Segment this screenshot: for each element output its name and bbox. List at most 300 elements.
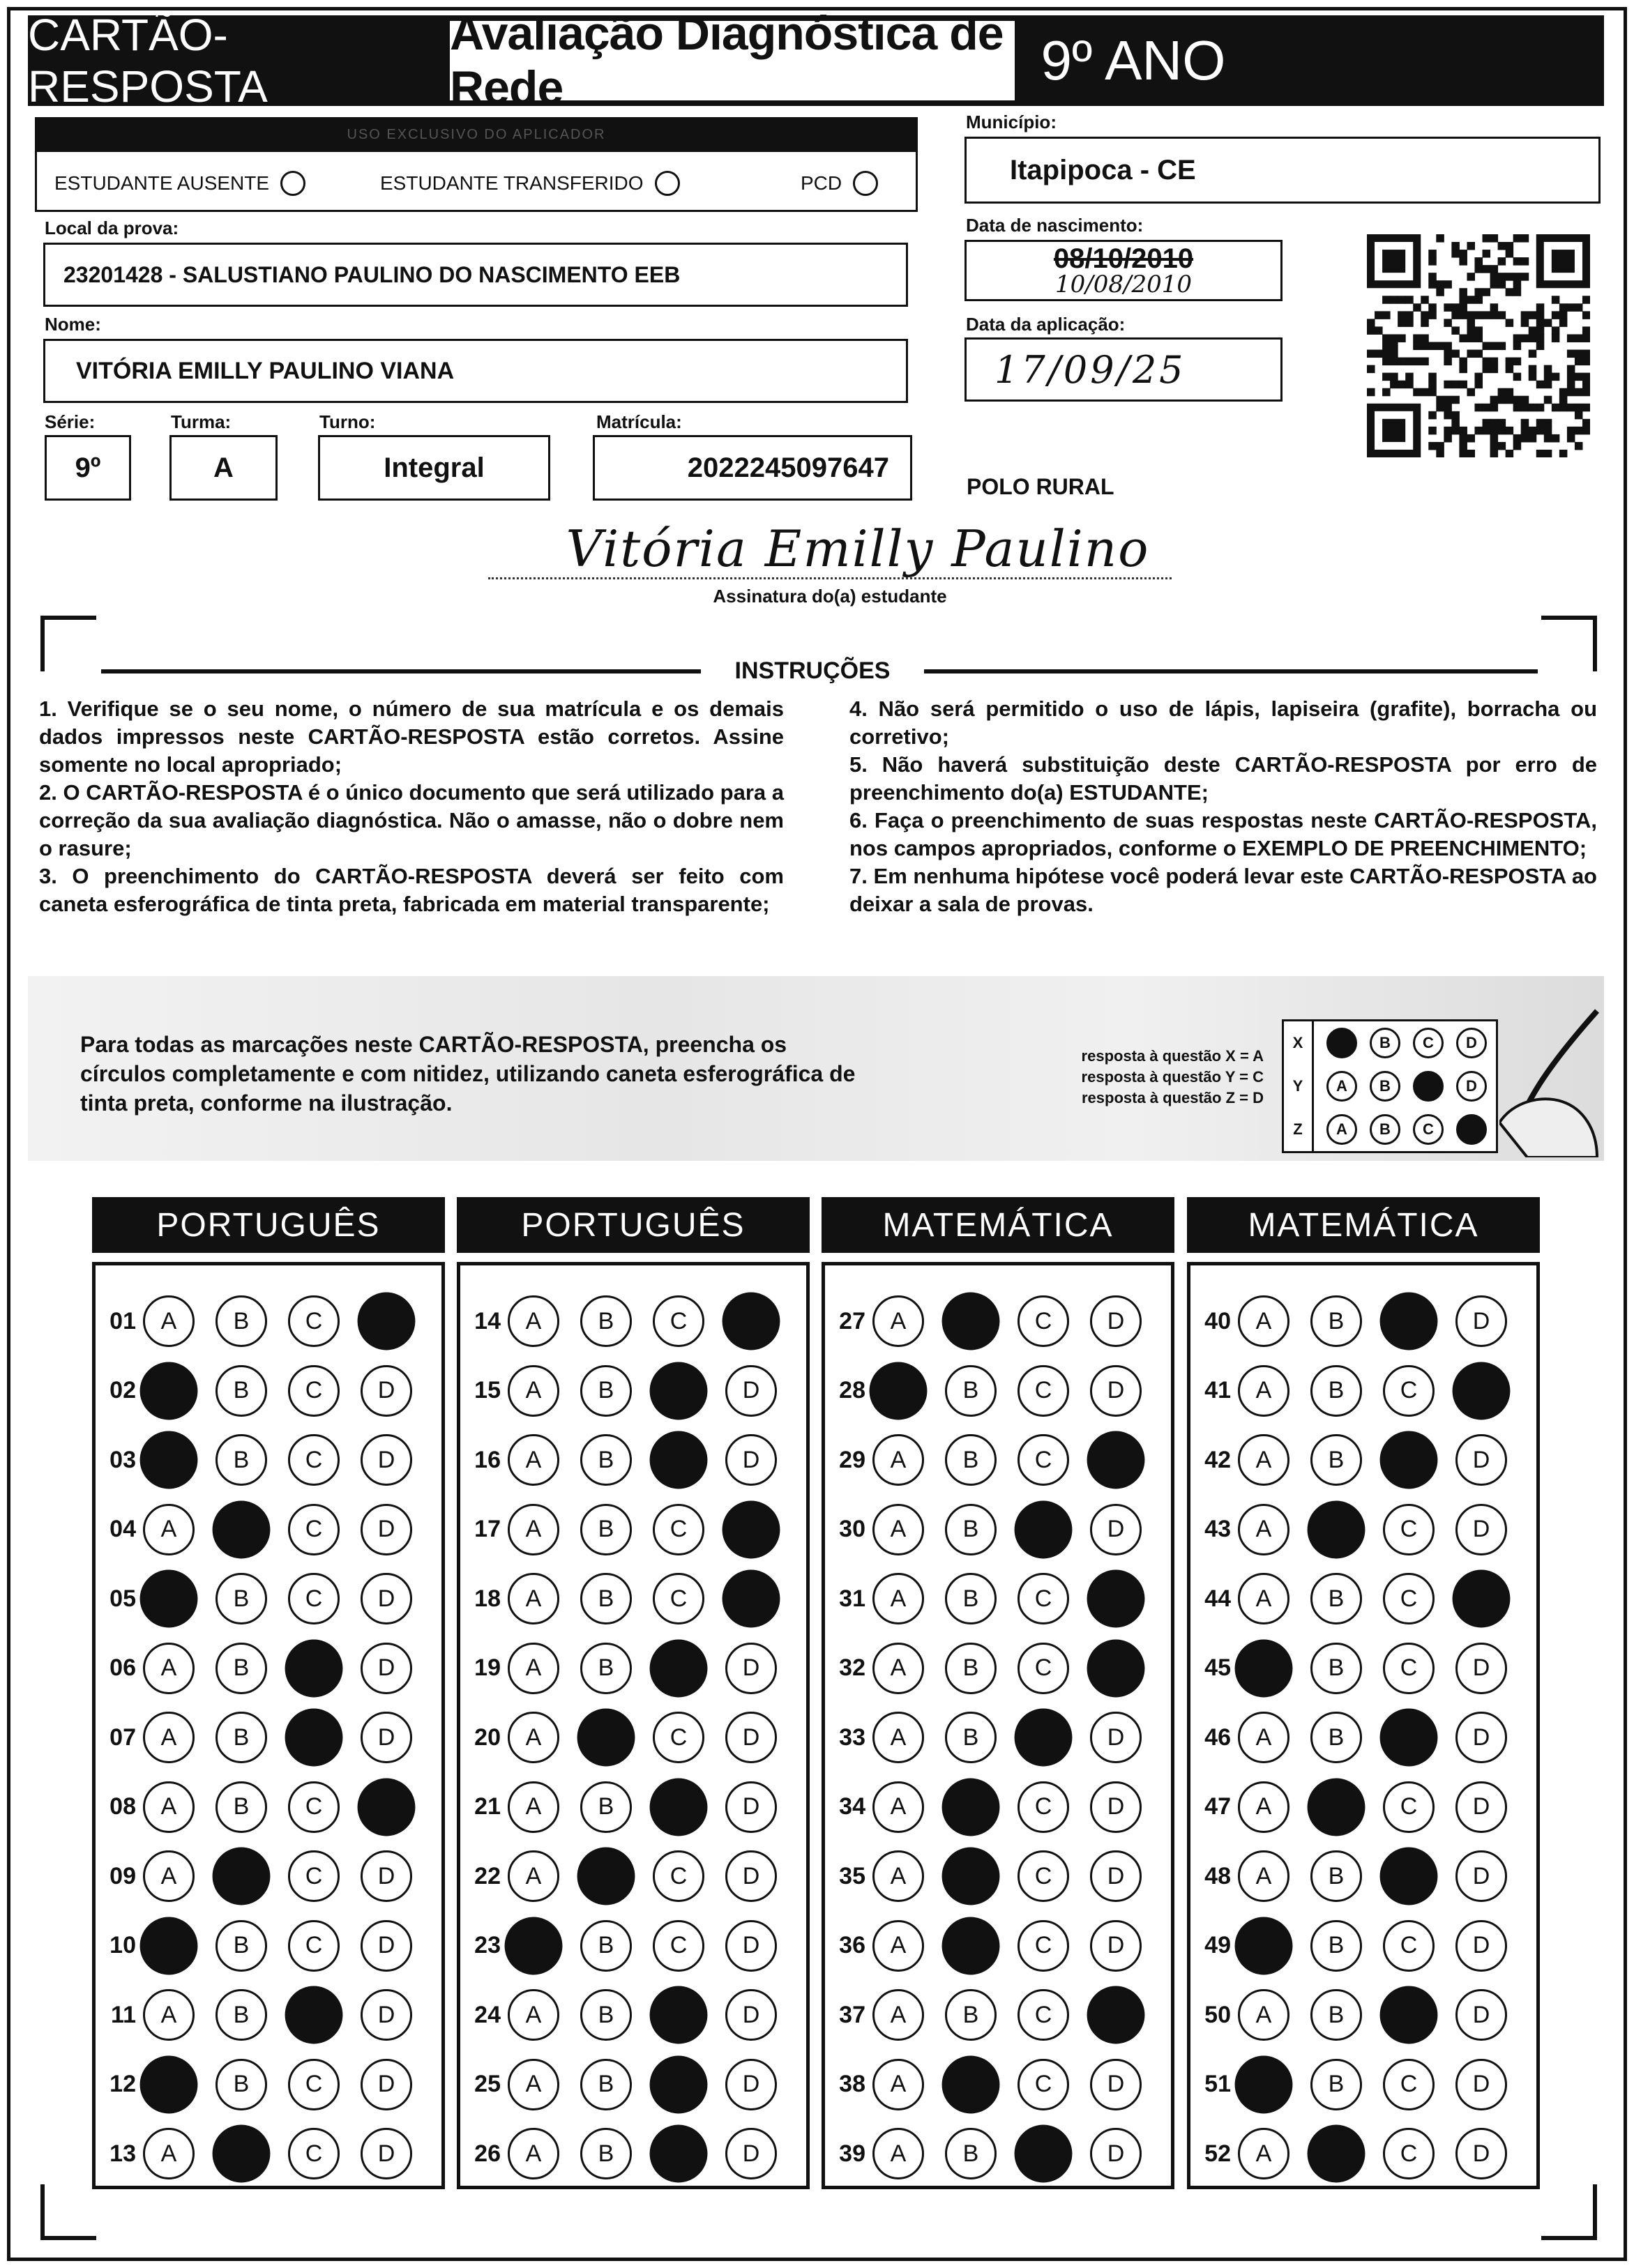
answer-bubble-d[interactable]: D (1455, 1850, 1507, 1902)
answer-bubble-filled[interactable] (650, 1986, 708, 2044)
answer-bubble-b[interactable]: B (580, 1434, 632, 1486)
answer-bubble-a[interactable]: A (143, 1643, 195, 1694)
nome-label: Nome: (45, 314, 101, 335)
question-number: 40 (1204, 1307, 1231, 1334)
answer-bubble-d[interactable]: D (361, 1365, 412, 1417)
answer-bubble-d[interactable]: D (361, 1573, 412, 1624)
answer-bubble-a[interactable]: A (508, 1989, 559, 2041)
question-number: 45 (1204, 1654, 1231, 1681)
question-row (460, 1710, 806, 1765)
question-row (96, 2126, 441, 2182)
answer-bubble-d[interactable]: D (1455, 1295, 1507, 1347)
answer-bubble-c[interactable]: C (288, 2059, 340, 2110)
turno-label: Turno: (319, 411, 376, 432)
question-row (460, 2126, 806, 2182)
answer-bubble-d[interactable]: D (1090, 1295, 1142, 1347)
answer-bubble-c[interactable]: C (288, 1504, 340, 1555)
answer-bubble-c[interactable]: C (1383, 1573, 1435, 1624)
example-row-label: X (1284, 1021, 1314, 1065)
answer-bubble-d[interactable]: D (1455, 2128, 1507, 2179)
answer-bubble-filled[interactable] (650, 2055, 708, 2113)
answer-bubble-a[interactable]: A (872, 1504, 924, 1555)
transferred-bubble[interactable] (655, 171, 680, 196)
answer-bubble-filled[interactable] (723, 1500, 780, 1558)
pcd-bubble[interactable] (853, 171, 878, 196)
answer-bubble-b[interactable]: B (1310, 1850, 1362, 1902)
answer-bubble-filled[interactable] (140, 1431, 198, 1489)
question-number: 29 (839, 1446, 865, 1473)
answer-bubble-a[interactable]: A (872, 1712, 924, 1763)
answer-bubble-c[interactable]: C (288, 1295, 340, 1347)
answer-bubble-b[interactable]: B (1310, 1712, 1362, 1763)
answer-bubble-d[interactable]: D (1455, 1920, 1507, 1972)
answer-bubble-filled[interactable] (650, 1778, 708, 1836)
answer-bubble-a[interactable]: A (872, 1920, 924, 1972)
answer-bubble-filled[interactable] (1235, 1639, 1293, 1697)
question-number: 49 (1204, 1932, 1231, 1958)
answer-bubble-filled[interactable] (140, 1362, 198, 1420)
question-row (825, 1432, 1171, 1488)
answer-bubble-filled[interactable] (1380, 1293, 1438, 1350)
example-row-label: Y (1284, 1065, 1314, 1108)
column-header-1: PORTUGUÊS (92, 1197, 445, 1253)
answer-bubble-a[interactable]: A (508, 1504, 559, 1555)
answer-bubble-c[interactable]: C (288, 1434, 340, 1486)
answer-bubble-d[interactable]: D (1455, 1712, 1507, 1763)
instructions-title: INSTRUÇÕES (734, 657, 891, 684)
answer-bubble-d[interactable]: D (361, 1434, 412, 1486)
answer-bubble-a[interactable]: A (143, 1850, 195, 1902)
answer-bubble-d[interactable]: D (1090, 1712, 1142, 1763)
answer-bubble-a[interactable]: A (872, 1850, 924, 1902)
question-number: 08 (109, 1793, 136, 1820)
nascimento-value: 08/10/2010 (1053, 243, 1194, 274)
answer-bubble-filled[interactable] (650, 1362, 708, 1420)
answer-bubble-c[interactable]: C (653, 1504, 704, 1555)
answer-bubble-b[interactable]: B (1310, 1573, 1362, 1624)
answer-bubble-d[interactable]: D (1455, 1643, 1507, 1694)
answer-bubble-filled[interactable] (213, 1848, 271, 1905)
answer-bubble-a[interactable]: A (143, 2128, 195, 2179)
answer-bubble-c[interactable]: C (1018, 1365, 1069, 1417)
transferred-option[interactable] (380, 167, 680, 199)
answer-bubble-d[interactable]: D (1455, 2059, 1507, 2110)
question-number: 37 (839, 2001, 865, 2028)
question-number: 38 (839, 2071, 865, 2097)
question-row (1190, 1502, 1536, 1558)
answer-bubble-d[interactable]: D (1455, 1504, 1507, 1555)
answer-bubble-d[interactable]: D (725, 1643, 777, 1694)
answer-bubble-b[interactable]: B (945, 2128, 997, 2179)
answer-bubble-c[interactable]: C (1018, 2059, 1069, 2110)
answer-bubble-a[interactable]: A (872, 1295, 924, 1347)
answer-bubble-filled[interactable] (1087, 1639, 1145, 1697)
answer-bubble-filled[interactable] (285, 1709, 343, 1767)
answer-bubble-a[interactable]: A (143, 1781, 195, 1833)
question-number: 02 (109, 1377, 136, 1403)
answer-bubble-b[interactable]: B (580, 1643, 632, 1694)
answer-bubble-a[interactable]: A (508, 1712, 559, 1763)
answer-bubble-b[interactable]: B (215, 1573, 267, 1624)
nascimento-label: Data de nascimento: (966, 215, 1144, 236)
question-row (460, 1641, 806, 1696)
answer-bubble-filled[interactable] (1015, 2125, 1073, 2183)
answer-bubble-a[interactable]: A (143, 1989, 195, 2041)
answer-bubble-c[interactable]: C (1383, 1781, 1435, 1833)
question-row (1190, 1571, 1536, 1627)
answer-bubble-a[interactable]: A (508, 1434, 559, 1486)
answer-bubble-filled[interactable] (1308, 1778, 1366, 1836)
answer-bubble-filled[interactable] (942, 2055, 1000, 2113)
answer-bubble-a[interactable]: A (508, 1781, 559, 1833)
example-bubble: B (1370, 1028, 1400, 1058)
answer-bubble-filled[interactable] (942, 1293, 1000, 1350)
example-row (1284, 1108, 1487, 1151)
answer-bubble-d[interactable]: D (361, 1920, 412, 1972)
answer-bubble-filled[interactable] (723, 1570, 780, 1628)
answer-bubble-c[interactable]: C (1018, 1920, 1069, 1972)
answer-bubble-a[interactable]: A (1238, 1573, 1289, 1624)
answer-bubble-b[interactable]: B (1310, 1434, 1362, 1486)
answer-bubble-a[interactable]: A (1238, 1850, 1289, 1902)
answer-bubble-c[interactable]: C (1383, 2128, 1435, 2179)
answer-bubble-a[interactable]: A (508, 1295, 559, 1347)
answer-bubble-a[interactable]: A (872, 2128, 924, 2179)
answer-bubble-filled[interactable] (358, 1293, 416, 1350)
answer-bubble-b[interactable]: B (945, 1712, 997, 1763)
answer-bubble-filled[interactable] (140, 1917, 198, 1974)
answer-bubble-filled[interactable] (1453, 1570, 1511, 1628)
answer-bubble-b[interactable]: B (580, 2128, 632, 2179)
answer-bubble-c[interactable]: C (288, 1920, 340, 1972)
answer-bubble-a[interactable]: A (143, 1504, 195, 1555)
answer-bubble-d[interactable]: D (725, 2128, 777, 2179)
answer-bubble-a[interactable]: A (1238, 1365, 1289, 1417)
question-number: 19 (474, 1654, 501, 1681)
question-number: 46 (1204, 1723, 1231, 1751)
question-number: 04 (109, 1516, 136, 1542)
answer-bubble-b[interactable]: B (1310, 1989, 1362, 2041)
question-row (460, 1571, 806, 1627)
answer-bubble-b[interactable]: B (580, 1781, 632, 1833)
answer-bubble-c[interactable]: C (288, 1781, 340, 1833)
answer-bubble-filled[interactable] (1235, 2055, 1293, 2113)
answer-bubble-c[interactable]: C (1018, 1643, 1069, 1694)
question-number: 27 (839, 1307, 865, 1334)
question-number: 16 (474, 1446, 501, 1473)
matricula-label: Matrícula: (596, 411, 682, 432)
answer-bubble-d[interactable]: D (361, 1643, 412, 1694)
answer-bubble-d[interactable]: D (725, 1850, 777, 1902)
answer-bubble-b[interactable]: B (580, 1920, 632, 1972)
question-number: 52 (1204, 2140, 1231, 2167)
answer-bubble-filled[interactable] (870, 1362, 928, 1420)
answer-bubble-b[interactable]: B (945, 1434, 997, 1486)
answer-bubble-b[interactable]: B (580, 1365, 632, 1417)
answer-bubble-filled[interactable] (577, 1848, 635, 1905)
answer-bubble-b[interactable]: B (580, 2059, 632, 2110)
answer-bubble-c[interactable]: C (1018, 1850, 1069, 1902)
question-number: 15 (474, 1377, 501, 1403)
answer-bubble-a[interactable]: A (508, 1850, 559, 1902)
question-number: 25 (474, 2071, 501, 2097)
answer-bubble-filled[interactable] (1087, 1570, 1145, 1628)
answer-bubble-b[interactable]: B (215, 2059, 267, 2110)
answer-bubble-filled[interactable] (650, 1639, 708, 1697)
answer-bubble-d[interactable]: D (1090, 2059, 1142, 2110)
answer-bubble-c[interactable]: C (1018, 1573, 1069, 1624)
answer-bubble-c[interactable]: C (653, 1295, 704, 1347)
answer-bubble-d[interactable]: D (1090, 1365, 1142, 1417)
question-row (825, 1363, 1171, 1419)
question-row (825, 1502, 1171, 1558)
answer-bubble-a[interactable]: A (1238, 2128, 1289, 2179)
answer-bubble-d[interactable]: D (1090, 1920, 1142, 1972)
answer-bubble-filled[interactable] (140, 2055, 198, 2113)
answer-bubble-b[interactable]: B (215, 1643, 267, 1694)
answer-bubble-d[interactable]: D (361, 1712, 412, 1763)
answer-bubble-filled[interactable] (1087, 1986, 1145, 2044)
answer-bubble-c[interactable]: C (653, 1573, 704, 1624)
question-number: 17 (474, 1516, 501, 1542)
instr-rule-right (924, 669, 1538, 673)
answer-bubble-a[interactable]: A (1238, 1989, 1289, 2041)
answer-bubble-b[interactable]: B (945, 1365, 997, 1417)
answer-bubble-c[interactable]: C (1383, 2059, 1435, 2110)
answer-bubble-d[interactable]: D (1455, 1434, 1507, 1486)
answer-bubble-a[interactable]: A (1238, 1295, 1289, 1347)
matricula-box (593, 435, 912, 501)
answer-bubble-c[interactable]: C (1018, 1989, 1069, 2041)
question-row (1190, 2126, 1536, 2182)
answer-bubble-a[interactable]: A (1238, 1504, 1289, 1555)
question-row (96, 1293, 441, 1349)
answer-bubble-filled[interactable] (942, 1917, 1000, 1974)
answer-bubble-filled[interactable] (285, 1986, 343, 2044)
answer-bubble-c[interactable]: C (1383, 1365, 1435, 1417)
answer-bubble-filled[interactable] (1235, 1917, 1293, 1974)
answer-bubble-filled[interactable] (1380, 1431, 1438, 1489)
question-row (1190, 1779, 1536, 1835)
answer-bubble-b[interactable]: B (580, 1295, 632, 1347)
question-row (825, 1779, 1171, 1835)
answer-bubble-b[interactable]: B (215, 1781, 267, 1833)
local-box (43, 243, 908, 307)
question-number: 10 (109, 1932, 136, 1958)
answer-bubble-c[interactable]: C (1383, 1643, 1435, 1694)
instr-rule-left (101, 669, 701, 673)
example-row-label: Z (1284, 1108, 1314, 1151)
example-bubble: D (1456, 1071, 1487, 1102)
answer-bubble-c[interactable]: C (1383, 1920, 1435, 1972)
answer-bubble-filled[interactable] (505, 1917, 563, 1974)
signature-line (488, 577, 1172, 579)
answer-bubble-filled[interactable] (1380, 1709, 1438, 1767)
question-number: 35 (839, 1862, 865, 1889)
question-row (825, 1987, 1171, 2043)
answer-bubble-a[interactable]: A (508, 1573, 559, 1624)
answer-bubble-d[interactable]: D (361, 2059, 412, 2110)
answer-bubble-a[interactable]: A (1238, 1781, 1289, 1833)
question-number: 13 (109, 2140, 136, 2167)
answer-bubble-d[interactable]: D (361, 1850, 412, 1902)
example-legend (935, 1046, 1264, 1109)
answer-bubble-c[interactable]: C (653, 1920, 704, 1972)
answer-bubble-a[interactable]: A (872, 1434, 924, 1486)
answer-bubble-a[interactable]: A (872, 1781, 924, 1833)
answer-bubble-filled[interactable] (723, 1293, 780, 1350)
answer-bubble-filled[interactable] (1015, 1500, 1073, 1558)
example-bubble: C (1413, 1028, 1444, 1058)
answer-bubble-d[interactable]: D (725, 1781, 777, 1833)
answer-bubble-filled[interactable] (1453, 1362, 1511, 1420)
answer-bubble-b[interactable]: B (580, 1504, 632, 1555)
question-number: 42 (1204, 1446, 1231, 1473)
question-number: 24 (474, 2001, 501, 2028)
qr-code-graphic (1367, 234, 1590, 457)
answer-bubble-a[interactable]: A (1238, 1434, 1289, 1486)
answer-bubble-c[interactable]: C (653, 1850, 704, 1902)
column-header-2: PORTUGUÊS (457, 1197, 810, 1253)
answer-bubble-b[interactable]: B (580, 1573, 632, 1624)
answer-bubble-b[interactable]: B (1310, 1920, 1362, 1972)
answer-bubble-d[interactable]: D (725, 1920, 777, 1972)
answer-bubble-b[interactable]: B (215, 1365, 267, 1417)
question-number: 47 (1204, 1793, 1231, 1820)
answer-bubble-a[interactable]: A (872, 1989, 924, 2041)
question-row (825, 1571, 1171, 1627)
answer-bubble-a[interactable]: A (143, 1295, 195, 1347)
answer-bubble-d[interactable]: D (725, 1989, 777, 2041)
answer-bubble-d[interactable]: D (1090, 2128, 1142, 2179)
answer-bubble-a[interactable]: A (1238, 1712, 1289, 1763)
matricula-value: 2022245097647 (687, 452, 889, 483)
answer-bubble-c[interactable]: C (288, 1573, 340, 1624)
answer-bubble-d[interactable]: D (725, 1365, 777, 1417)
answer-bubble-a[interactable]: A (508, 2128, 559, 2179)
answer-bubble-b[interactable]: B (215, 1295, 267, 1347)
answer-bubble-filled[interactable] (1087, 1431, 1145, 1489)
answer-bubble-b[interactable]: B (215, 1712, 267, 1763)
answer-bubble-d[interactable]: D (1455, 1781, 1507, 1833)
answer-bubble-b[interactable]: B (945, 1989, 997, 2041)
answer-bubble-a[interactable]: A (872, 1573, 924, 1624)
column-box-1 (92, 1262, 445, 2189)
turno-value: Integral (384, 452, 485, 483)
answer-bubble-filled[interactable] (942, 1778, 1000, 1836)
corner-bottom-right (1541, 2184, 1597, 2240)
serie-box (45, 435, 131, 501)
instruction-7: 7. Em nenhuma hipótese você poderá levar este CARTÃO-RESPOSTA ao deixar a sala de provas. (849, 864, 1597, 916)
answer-bubble-filled[interactable] (1380, 1848, 1438, 1905)
answer-bubble-c[interactable]: C (1383, 1504, 1435, 1555)
answer-bubble-b[interactable]: B (1310, 1643, 1362, 1694)
answer-bubble-d[interactable]: D (1455, 1989, 1507, 2041)
turno-box (318, 435, 550, 501)
answer-bubble-c[interactable]: C (1018, 1781, 1069, 1833)
answer-bubble-filled[interactable] (1308, 2125, 1366, 2183)
answer-bubble-b[interactable]: B (215, 1989, 267, 2041)
answer-bubble-filled[interactable] (650, 2125, 708, 2183)
absent-bubble[interactable] (280, 171, 305, 196)
answer-bubble-a[interactable]: A (508, 1643, 559, 1694)
answer-bubble-filled[interactable] (650, 1431, 708, 1489)
question-number: 07 (109, 1723, 136, 1751)
answer-bubble-c[interactable]: C (288, 1850, 340, 1902)
answer-bubble-b[interactable]: B (215, 1434, 267, 1486)
example-text: Para todas as marcações neste CARTÃO-RESPOSTA, preencha os círculos completamente e com nitidez, utilizando caneta esferográfica de tinta preta, conforme na ilustração. (80, 1032, 856, 1116)
answer-bubble-filled[interactable] (213, 1500, 271, 1558)
municipio-box (964, 137, 1601, 204)
question-number: 41 (1204, 1377, 1231, 1403)
question-row (96, 1641, 441, 1696)
answer-bubble-filled[interactable] (358, 1778, 416, 1836)
answer-bubble-b[interactable]: B (1310, 2059, 1362, 2110)
answer-bubble-a[interactable]: A (143, 1712, 195, 1763)
answer-bubble-b[interactable]: B (945, 1504, 997, 1555)
answer-bubble-b[interactable]: B (945, 1643, 997, 1694)
answer-bubble-c[interactable]: C (288, 1365, 340, 1417)
answer-bubble-a[interactable]: A (872, 1643, 924, 1694)
answer-bubble-a[interactable]: A (508, 2059, 559, 2110)
answer-bubble-d[interactable]: D (361, 2128, 412, 2179)
absent-label: ESTUDANTE AUSENTE (54, 172, 270, 194)
question-row (825, 2126, 1171, 2182)
answer-bubble-d[interactable]: D (361, 1504, 412, 1555)
answer-bubble-b[interactable]: B (1310, 1365, 1362, 1417)
answer-bubble-a[interactable]: A (872, 2059, 924, 2110)
answer-bubble-c[interactable]: C (1018, 1295, 1069, 1347)
answer-bubble-filled[interactable] (1015, 1709, 1073, 1767)
answer-bubble-d[interactable]: D (1090, 1781, 1142, 1833)
answer-bubble-b[interactable]: B (580, 1989, 632, 2041)
answer-bubble-filled[interactable] (1380, 1986, 1438, 2044)
answer-bubble-filled[interactable] (942, 1848, 1000, 1905)
answer-bubble-c[interactable]: C (288, 2128, 340, 2179)
answer-bubble-filled[interactable] (140, 1570, 198, 1628)
example-row (1284, 1021, 1487, 1065)
answer-bubble-c[interactable]: C (1018, 1434, 1069, 1486)
question-row (96, 1571, 441, 1627)
answer-bubble-d[interactable]: D (1090, 1850, 1142, 1902)
answer-bubble-a[interactable]: A (508, 1365, 559, 1417)
pcd-option[interactable] (801, 167, 878, 199)
answer-bubble-filled[interactable] (213, 2125, 271, 2183)
exam-title: Avaliação Diagnóstica de Rede (450, 7, 1004, 114)
answer-bubble-d[interactable]: D (725, 1434, 777, 1486)
question-number: 06 (109, 1654, 136, 1681)
answer-bubble-d[interactable]: D (725, 1712, 777, 1763)
qr-code (1367, 234, 1590, 457)
answer-bubble-d[interactable]: D (1090, 1504, 1142, 1555)
answer-bubble-b[interactable]: B (945, 1573, 997, 1624)
question-row (96, 1502, 441, 1558)
answer-bubble-b[interactable]: B (1310, 1295, 1362, 1347)
answer-bubble-b[interactable]: B (215, 1920, 267, 1972)
answer-bubble-filled[interactable] (1308, 1500, 1366, 1558)
absent-option[interactable] (54, 167, 305, 199)
answer-bubble-d[interactable]: D (725, 2059, 777, 2110)
question-row (1190, 1918, 1536, 1974)
column-header-4: MATEMÁTICA (1187, 1197, 1540, 1253)
answer-bubble-d[interactable]: D (361, 1989, 412, 2041)
answer-bubble-filled[interactable] (577, 1709, 635, 1767)
answer-bubble-filled[interactable] (285, 1639, 343, 1697)
question-number: 28 (839, 1377, 865, 1403)
example-bubble (1413, 1071, 1444, 1102)
answer-bubble-c[interactable]: C (653, 1712, 704, 1763)
question-row (1190, 1293, 1536, 1349)
